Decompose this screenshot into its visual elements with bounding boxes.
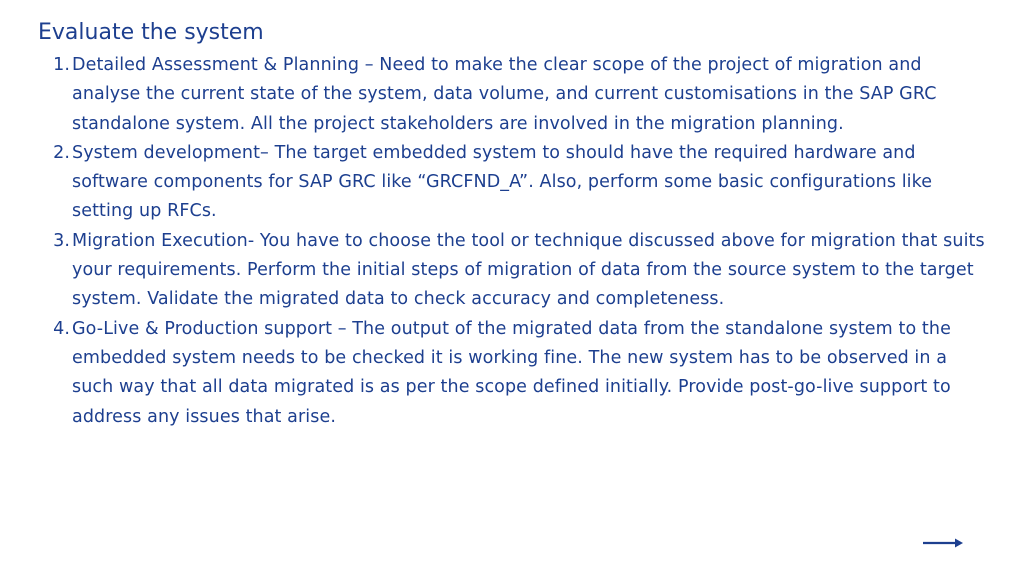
list-item xyxy=(40,227,990,315)
steps-list xyxy=(40,51,990,432)
list-item xyxy=(40,139,990,227)
step-text: Detailed Assessment & Planning – Need to make the clear scope of the project of migration and analyse the current state of the system, data volume, and current customisations in the SAP GRC standalone system. All the project stakeholders are involved in the migration planning. xyxy=(72,55,937,134)
step-number: 1. xyxy=(53,55,70,75)
step-number: 3. xyxy=(53,230,70,251)
step-text: Go-Live & Production support – The output of the migrated data from the standalone system to the embedded system needs to be checked it is working fine. The new system has to be observed in a such way that all data migrated is as per the scope defined initially. Provide post-go-live support to address any issues that arise. xyxy=(72,318,951,427)
slide-title: Evaluate the system xyxy=(38,20,264,45)
list-item xyxy=(40,315,990,432)
step-number: 2. xyxy=(53,142,70,163)
step-number: 4. xyxy=(53,318,70,339)
arrow-right-icon[interactable] xyxy=(922,536,964,550)
step-text: Migration Execution- You have to choose the tool or technique discussed above for migration that suits your requirements. Perform the initial steps of migration of data from the source system to the target system. Validate the migrated data to check accuracy and completeness. xyxy=(72,230,985,310)
list-item xyxy=(40,51,990,139)
step-text: System development– The target embedded system to should have the required hardware and software components for SAP GRC like “GRCFND_A”. Also, perform some basic configurations like setting up RFCs. xyxy=(72,142,933,222)
